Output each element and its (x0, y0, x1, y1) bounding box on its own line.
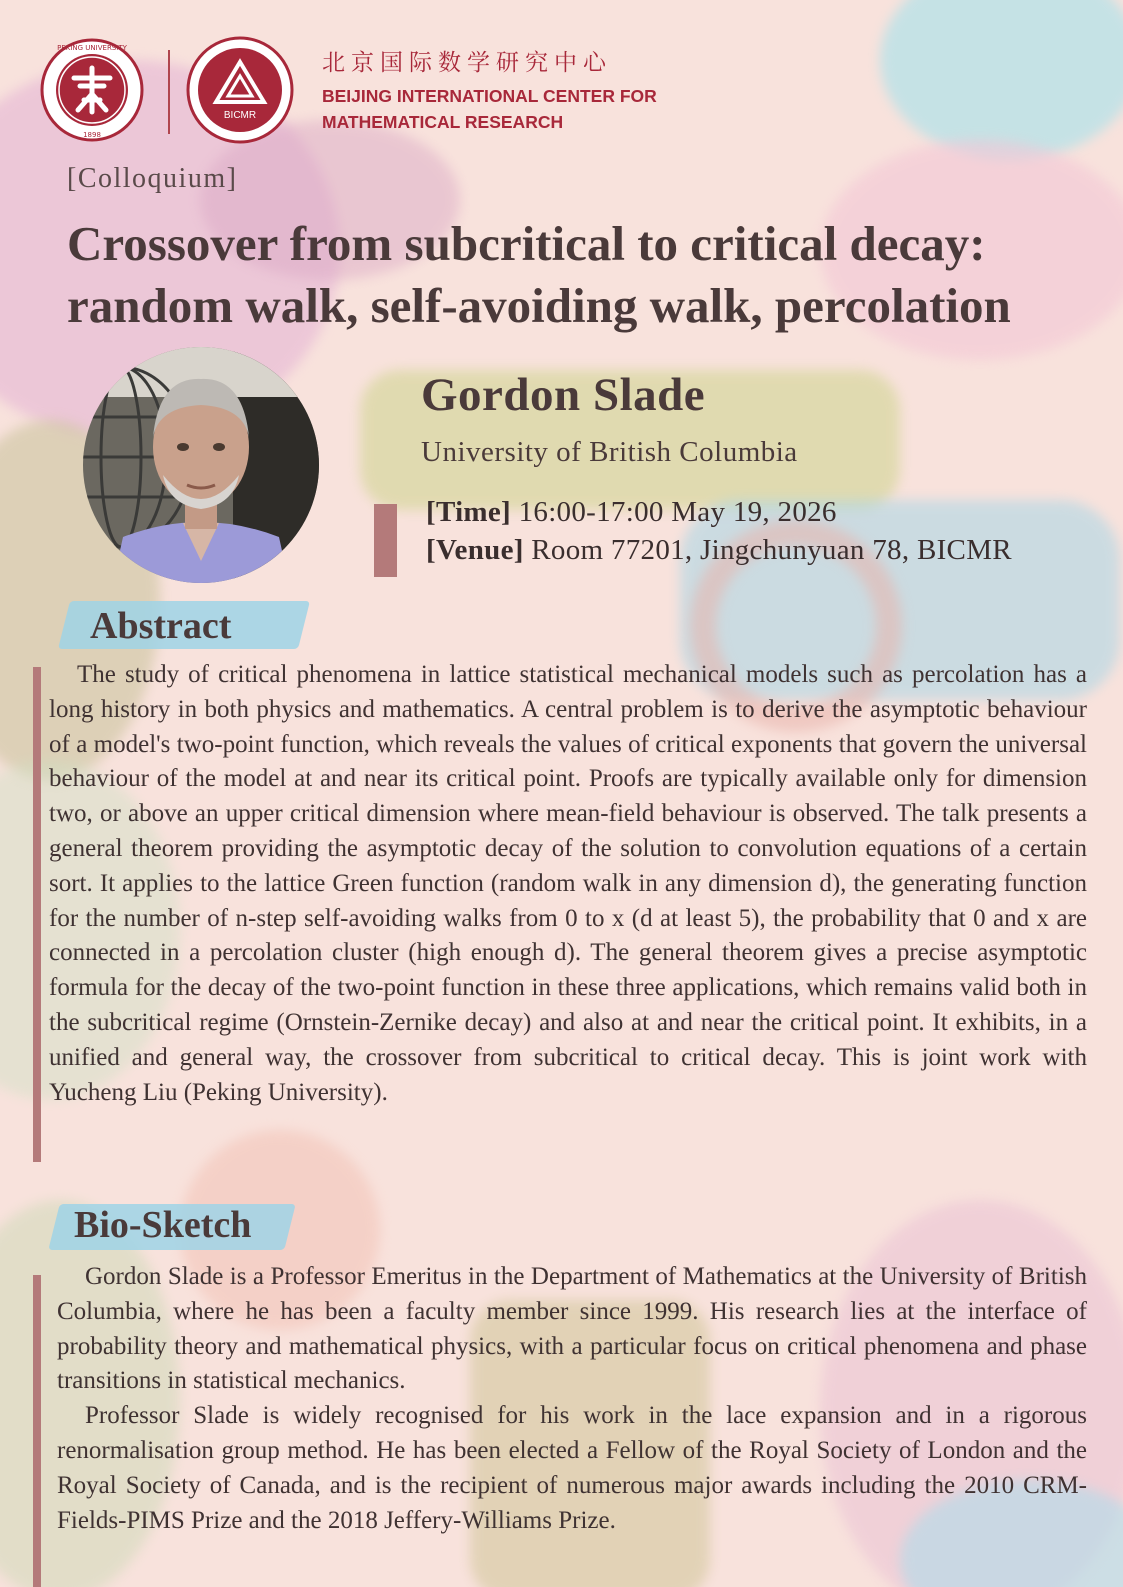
svg-text:PEKING UNIVERSITY: PEKING UNIVERSITY (57, 44, 127, 52)
details-accent-bar (374, 504, 397, 577)
pku-logo-icon (40, 38, 144, 142)
time-label: [Time] (426, 496, 512, 528)
bio-side-bar (33, 1275, 41, 1587)
abstract-text (49, 658, 1087, 1110)
svg-text:1898: 1898 (83, 131, 101, 139)
abstract-heading: Abstract (90, 605, 232, 647)
bicmr-logo-icon (186, 36, 294, 144)
org-name-en-line1: BEIJING INTERNATIONAL CENTER FOR (322, 86, 657, 106)
org-name-en (322, 83, 682, 135)
speaker-photo (83, 347, 319, 583)
svg-text:BICMR: BICMR (223, 110, 257, 121)
bio-heading: Bio-Sketch (74, 1204, 252, 1246)
venue-row (426, 534, 1012, 567)
org-name-en-line2: MATHEMATICAL RESEARCH (322, 112, 564, 132)
bio-paragraph-1: Gordon Slade is a Professor Emeritus in the Department of Mathematics at the University of British Columbia, where he has been a faculty member since 1999. His research lies at the interface of probability theory and mathematical physics, with a particular focus on critical phenomena and phase transitions in statistical mechanics. (57, 1263, 1087, 1395)
time-row (426, 496, 837, 529)
speaker-name: Gordon Slade (421, 369, 706, 421)
venue-value: Room 77201, Jingchunyuan 78, BICMR (531, 534, 1012, 566)
talk-title-line2: random walk, self-avoiding walk, percolation (67, 278, 1011, 333)
talk-title-line1: Crossover from subcritical to critical decay: (67, 216, 986, 271)
bio-text (57, 1260, 1087, 1538)
event-type-tag: [Colloquium] (67, 163, 238, 194)
abstract-side-bar (33, 667, 41, 1162)
speaker-affiliation: University of British Columbia (421, 436, 798, 468)
logo-divider (168, 50, 170, 134)
time-value: 16:00-17:00 May 19, 2026 (518, 496, 837, 528)
talk-title (67, 213, 1117, 337)
bio-paragraph-2: Professor Slade is widely recognised for his work in the lace expansion and in a rigorous renormalisation group method. He has been elected a Fellow of the Royal Society of London and the Royal Society of Canada, and is the recipient of numerous major awards including the 2010 CRM-Fields-PIMS Prize and the 2018 Jeffery-Williams Prize. (57, 1402, 1087, 1534)
abstract-paragraph: The study of critical phenomena in lattice statistical mechanical models such as percolation has a long history in both physics and mathematics. A central problem is to derive the asymptotic behaviour of a model's two-point function, which reveals the values of critical exponents that govern the universal behaviour of the model at and near its critical point. Proofs are typically available only for dimension two, or above an upper critical dimension where mean-field behaviour is observed. The talk presents a general theorem providing the asymptotic decay of the solution to convolution equations of a certain sort. It applies to the lattice Green function (random walk in any dimension d), the generating function for the number of n-step self-avoiding walks from 0 to x (d at least 5), the probability that 0 and x are connected in a percolation cluster (high enough d). The general theorem gives a precise asymptotic formula for the decay of the two-point function in these three applications, which remains valid both in the subcritical regime (Ornstein-Zernike decay) and also at and near the critical point. It exhibits, in a unified and general way, the crossover from subcritical to critical decay. This is joint work with Yucheng Liu (Peking University). (49, 661, 1087, 1106)
venue-label: [Venue] (426, 534, 524, 566)
org-name-cn: 北京国际数学研究中心 (322, 50, 612, 76)
